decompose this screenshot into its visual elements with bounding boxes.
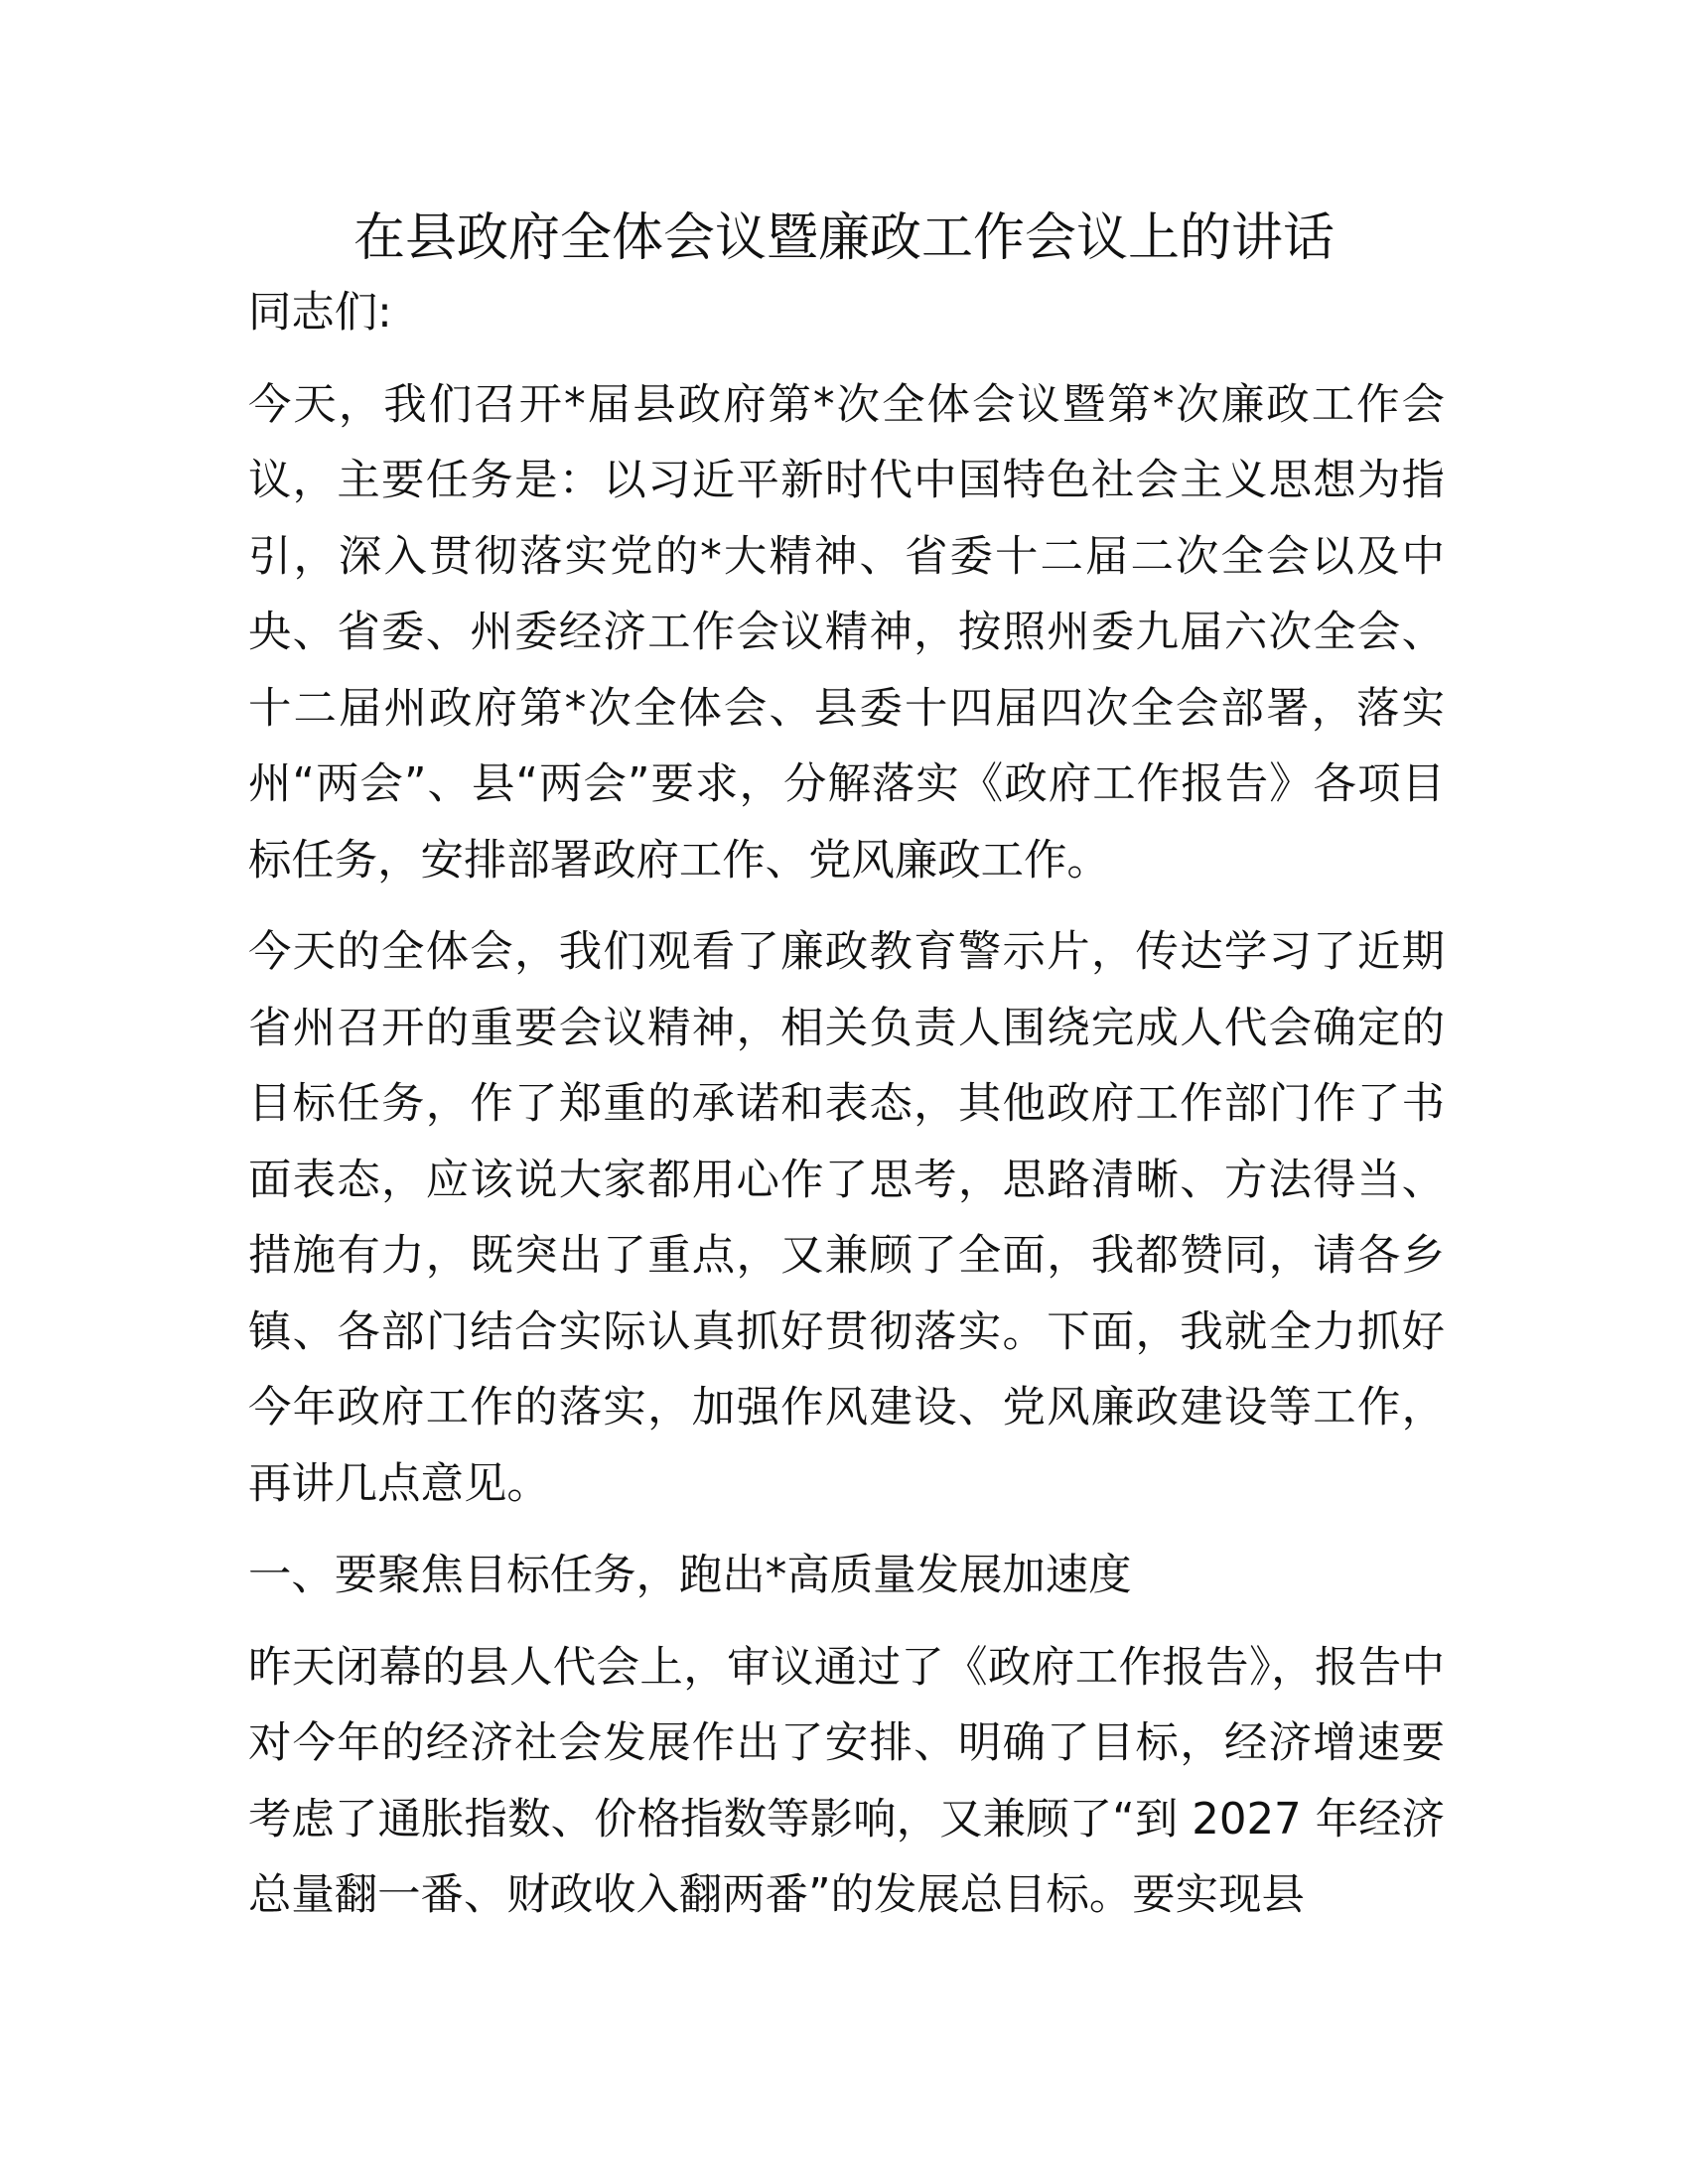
body-paragraph: 今天的全体会，我们观看了廉政教育警示片，传达学习了近期省州召开的重要会议精神，相关负责人围绕完成人代会确定的目标任务，作了郑重的承诺和表态，其他政府工作部门作了书面表态，应该说大家都用心作了思考，思路清晰、方法得当、措施有力，既突出了重点，又兼顾了全面，我都赞同，请各乡镇、各部门结合实际认真抓好贯彻落实。下面，我就全力抓好今年政府工作的落实，加强作风建设、党风廉政建设等工作，再讲几点意见。 bbox=[248, 927, 1445, 1509]
body-paragraph: 昨天闭幕的县人代会上，审议通过了《政府工作报告》，报告中对今年的经济社会发展作出了安排、明确了目标，经济增速要考虑了通胀指数、价格指数等影响，又兼顾了“到 2027 年经济总量翻一番、财政收入翻两番”的发展总目标。要实现县 bbox=[248, 1642, 1445, 1920]
section-heading: 一、要聚焦目标任务，跑出*高质量发展加速度 bbox=[248, 1551, 1132, 1600]
salutation: 同志们: bbox=[248, 288, 392, 338]
body-paragraph: 今天，我们召开*届县政府第*次全体会议暨第*次廉政工作会议，主要任务是：以习近平新时代中国特色社会主义思想为指引，深入贯彻落实党的*大精神、省委十二届二次全会以及中央、省委、州委经济工作会议精神，按照州委九届六次全会、十二届州政府第*次全体会、县委十四届四次全会部署，落实州“两会”、县“两会”要求，分解落实《政府工作报告》各项目标任务，安排部署政府工作、党风廉政工作。 bbox=[248, 379, 1445, 886]
document-title: 在县政府全体会议暨廉政工作会议上的讲话 bbox=[352, 208, 1335, 268]
document-body bbox=[248, 275, 1445, 1950]
